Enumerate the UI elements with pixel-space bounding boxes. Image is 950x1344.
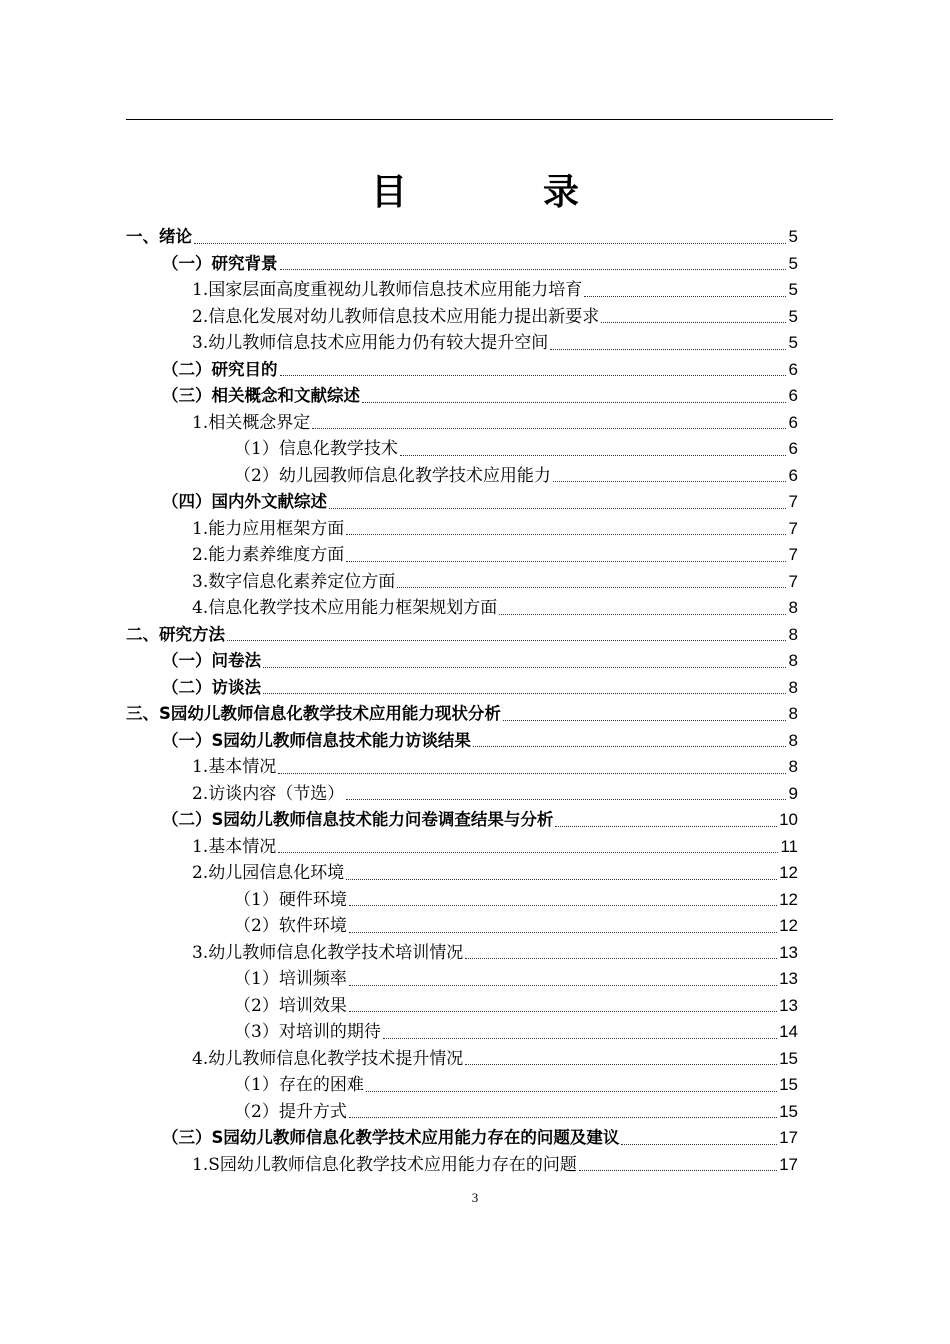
toc-dot-leader <box>465 1063 777 1065</box>
toc-entry-title: 3.数字信息化素养定位方面 <box>192 571 396 592</box>
toc-dot-leader <box>499 613 786 615</box>
toc-dot-leader <box>383 1037 777 1039</box>
toc-entry[interactable] <box>126 1099 798 1126</box>
toc-entry[interactable] <box>126 1019 798 1046</box>
toc-entry-title: （二）S园幼儿教师信息技术能力问卷调查结果与分析 <box>162 810 554 829</box>
toc-entry-page: 15 <box>779 1101 798 1121</box>
toc-entry-page: 13 <box>779 969 798 988</box>
toc-entry-page: 6 <box>788 412 798 432</box>
toc-entry-page: 7 <box>788 571 798 591</box>
toc-entry-page: 5 <box>788 333 798 352</box>
toc-dot-leader <box>473 745 786 747</box>
toc-entry[interactable] <box>126 887 798 914</box>
toc-dot-leader <box>366 1090 777 1092</box>
toc-dot-leader <box>362 401 786 403</box>
toc-entry-page: 8 <box>788 704 798 723</box>
toc-dot-leader <box>579 1169 777 1171</box>
toc-entry[interactable] <box>126 595 798 622</box>
toc-dot-leader <box>278 772 786 774</box>
toc-entry[interactable] <box>126 860 798 887</box>
toc-dot-leader <box>349 931 777 933</box>
toc-dot-leader <box>349 1116 777 1118</box>
toc-entry[interactable] <box>126 940 798 967</box>
toc-dot-leader <box>346 533 786 535</box>
toc-entry-page: 8 <box>788 624 798 644</box>
toc-entry-title: 2.能力素养维度方面 <box>192 545 345 565</box>
toc-entry-page: 13 <box>779 942 798 962</box>
toc-entry-title: 4.幼儿教师信息化教学技术提升情况 <box>192 1048 464 1069</box>
toc-entry-page: 6 <box>788 386 798 405</box>
toc-entry-title: 3.幼儿教师信息技术应用能力仍有较大提升空间 <box>192 333 549 353</box>
toc-dot-leader <box>553 480 786 482</box>
toc-entry-title: 1.能力应用框架方面 <box>192 518 345 539</box>
toc-entry-page: 13 <box>779 995 798 1015</box>
toc-entry-page: 17 <box>779 1154 798 1174</box>
toc-entry-page: 12 <box>779 863 798 882</box>
toc-entry-page: 15 <box>779 1075 798 1094</box>
toc-dot-leader <box>280 374 787 376</box>
toc-dot-leader <box>601 321 786 323</box>
toc-entry-page: 11 <box>780 836 798 856</box>
toc-dot-leader <box>194 242 786 244</box>
toc-entry[interactable] <box>126 489 798 516</box>
toc-entry-title: （2）幼儿园教师信息化教学技术应用能力 <box>234 465 551 486</box>
toc-entry-page: 12 <box>779 889 798 909</box>
toc-entry-title: （2）提升方式 <box>234 1101 347 1122</box>
toc-entry[interactable] <box>126 304 798 331</box>
toc-dot-leader <box>263 666 786 668</box>
toc-dot-leader <box>346 878 777 880</box>
toc-dot-leader <box>227 639 786 641</box>
toc-entry[interactable] <box>126 807 798 834</box>
toc-entry[interactable] <box>126 966 798 993</box>
toc-entry-title: （1）信息化教学技术 <box>234 439 398 459</box>
toc-entry[interactable] <box>126 1046 798 1073</box>
toc-entry-title: （2）软件环境 <box>234 916 347 936</box>
toc-entry-title: （三）S园幼儿教师信息化教学技术应用能力存在的问题及建议 <box>162 1128 620 1147</box>
toc-entry[interactable] <box>126 834 798 861</box>
toc-entry-title: 1.相关概念界定 <box>192 412 311 433</box>
toc-entry-title: 1.基本情况 <box>192 836 277 857</box>
toc-entry-page: 5 <box>788 280 798 299</box>
toc-entry[interactable] <box>126 463 798 490</box>
toc-entry[interactable] <box>126 569 798 596</box>
toc-dot-leader <box>278 851 778 853</box>
toc-dot-leader <box>465 957 777 959</box>
toc-entry[interactable] <box>126 701 798 728</box>
page-number: 3 <box>471 1190 479 1205</box>
toc-entry-title: （一）研究背景 <box>162 253 278 273</box>
toc-entry-page: 15 <box>779 1048 798 1068</box>
toc-entry-title: （一）S园幼儿教师信息技术能力访谈结果 <box>162 730 471 750</box>
toc-entry-title: 三、S园幼儿教师信息化教学技术应用能力现状分析 <box>126 704 501 723</box>
toc-entry[interactable] <box>126 993 798 1020</box>
toc-dot-leader <box>349 984 777 986</box>
toc-entry[interactable] <box>126 675 798 702</box>
toc-entry-page: 5 <box>788 306 798 326</box>
toc-entry-page: 6 <box>788 439 798 458</box>
toc-dot-leader <box>346 798 786 800</box>
toc-entry-title: （二）研究目的 <box>162 359 278 379</box>
toc-entry-title: 二、研究方法 <box>126 624 225 644</box>
toc-entry-title: 一、绪论 <box>126 227 192 246</box>
toc-entry-page: 8 <box>788 730 798 750</box>
toc-dot-leader <box>349 1010 777 1012</box>
toc-dot-leader <box>503 719 786 721</box>
toc-entry[interactable] <box>126 1152 798 1179</box>
toc-dot-leader <box>312 427 786 429</box>
toc-entry[interactable] <box>126 1125 798 1152</box>
toc-dot-leader <box>329 507 786 509</box>
toc-entry-title: （1）硬件环境 <box>234 889 347 910</box>
toc-dot-leader <box>397 586 786 588</box>
toc-dot-leader <box>550 348 786 350</box>
toc-entry-title: 1.基本情况 <box>192 757 277 777</box>
toc-entry-title: （1）培训频率 <box>234 969 347 989</box>
toc-entry[interactable] <box>126 622 798 649</box>
header-rule <box>126 119 833 120</box>
toc-entry-title: 2.幼儿园信息化环境 <box>192 863 345 883</box>
toc-entry-page: 6 <box>788 359 798 379</box>
toc-entry[interactable] <box>126 277 798 304</box>
toc-dot-leader <box>280 268 787 270</box>
toc-dot-leader <box>584 295 786 297</box>
toc-entry[interactable] <box>126 754 798 781</box>
toc-entry-page: 7 <box>788 518 798 538</box>
toc-entry[interactable] <box>126 410 798 437</box>
toc-entry[interactable] <box>126 781 798 808</box>
toc-entry-title: 2.信息化发展对幼儿教师信息技术应用能力提出新要求 <box>192 306 600 327</box>
toc-entry-title: 4.信息化教学技术应用能力框架规划方面 <box>192 598 498 618</box>
toc-entry[interactable] <box>126 251 798 278</box>
toc-dot-leader <box>621 1143 777 1145</box>
toc-entry-title: 2.访谈内容（节选） <box>192 783 345 804</box>
toc-entry[interactable] <box>126 357 798 384</box>
toc-entry-title: （2）培训效果 <box>234 995 347 1016</box>
toc-entry[interactable] <box>126 913 798 940</box>
toc-entry[interactable] <box>126 383 798 410</box>
toc-entry-title: （二）访谈法 <box>162 677 261 697</box>
toc-dot-leader <box>263 692 786 694</box>
toc-dot-leader <box>400 454 786 456</box>
toc-entry-page: 8 <box>788 757 798 776</box>
toc-entry-title: （3）对培训的期待 <box>234 1022 381 1042</box>
toc-entry[interactable] <box>126 224 798 251</box>
toc-entry[interactable] <box>126 542 798 569</box>
toc-entry-page: 8 <box>788 598 798 617</box>
table-of-contents <box>126 224 798 1178</box>
toc-entry-page: 8 <box>788 677 798 697</box>
toc-entry[interactable] <box>126 728 798 755</box>
toc-entry-page: 10 <box>779 810 798 829</box>
toc-entry-page: 5 <box>788 253 798 273</box>
toc-entry-title: （1）存在的困难 <box>234 1075 364 1095</box>
toc-dot-leader <box>349 904 777 906</box>
toc-entry[interactable] <box>126 516 798 543</box>
toc-title: 目 录 <box>370 172 629 213</box>
toc-dot-leader <box>555 825 777 827</box>
toc-entry-page: 17 <box>779 1128 798 1147</box>
toc-entry-title: （一）问卷法 <box>162 651 261 670</box>
toc-entry-page: 5 <box>788 227 798 246</box>
toc-entry-title: 3.幼儿教师信息化教学技术培训情况 <box>192 942 464 963</box>
toc-entry-title: （四）国内外文献综述 <box>162 492 327 511</box>
toc-entry[interactable] <box>126 648 798 675</box>
toc-entry-title: 1.国家层面高度重视幼儿教师信息技术应用能力培育 <box>192 280 583 300</box>
toc-dot-leader <box>346 560 786 562</box>
toc-entry-title: 1.S园幼儿教师信息化教学技术应用能力存在的问题 <box>192 1154 577 1175</box>
toc-entry-page: 7 <box>788 545 798 564</box>
toc-entry-page: 6 <box>788 465 798 485</box>
toc-entry-page: 9 <box>788 783 798 803</box>
toc-entry-page: 8 <box>788 651 798 670</box>
toc-entry[interactable] <box>126 1072 798 1099</box>
toc-entry-page: 7 <box>788 492 798 511</box>
toc-entry-title: （三）相关概念和文献综述 <box>162 386 360 405</box>
toc-entry-page: 12 <box>779 916 798 935</box>
toc-entry[interactable] <box>126 330 798 357</box>
toc-entry-page: 14 <box>779 1022 798 1041</box>
toc-entry[interactable] <box>126 436 798 463</box>
